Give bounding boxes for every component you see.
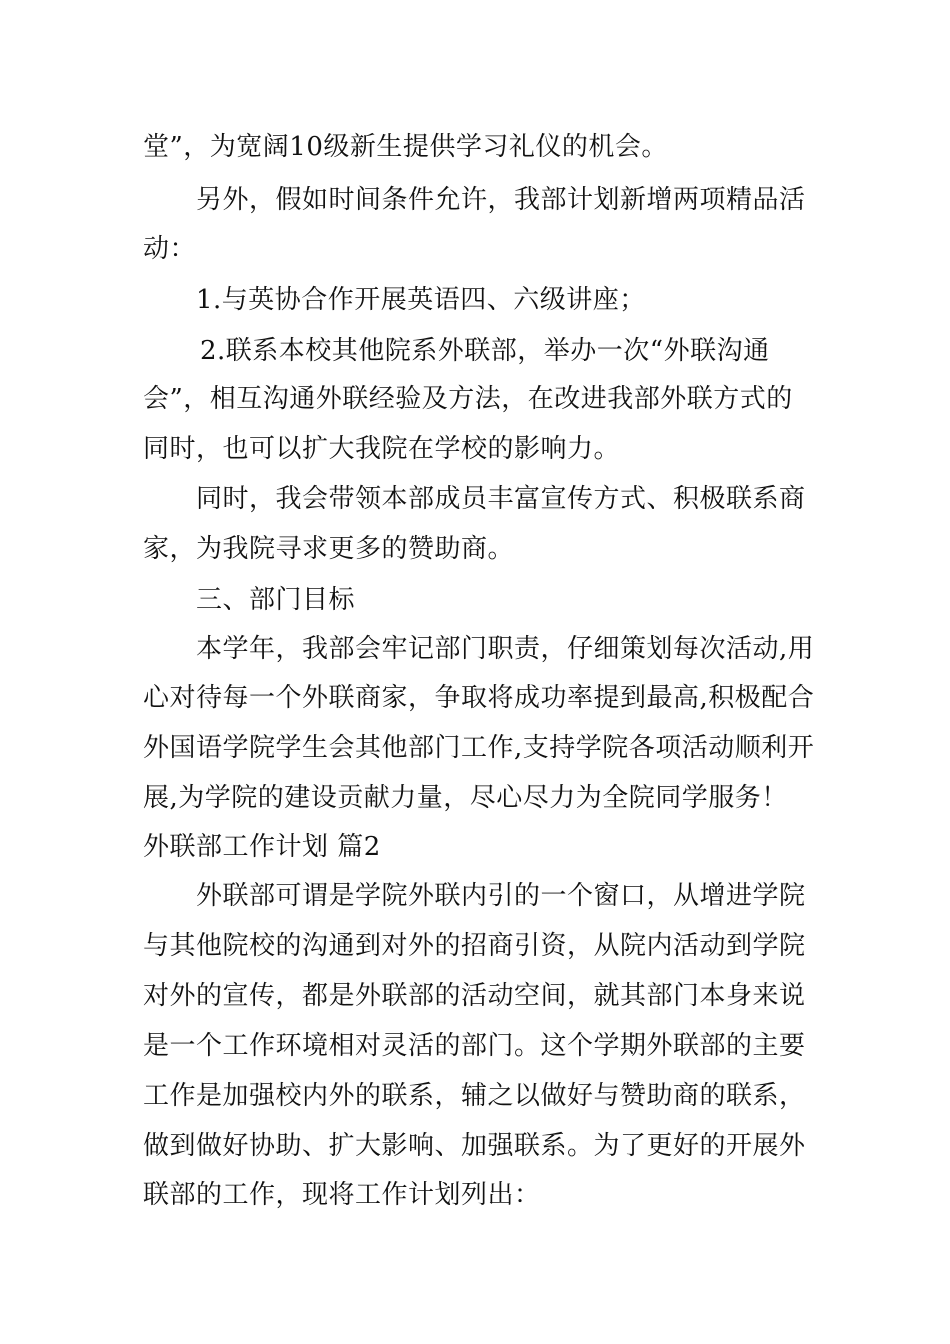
text-line: 同时，我会带领本部成员丰富宣传方式、积极联系商: [196, 484, 806, 514]
text-line: 与其他院校的沟通到对外的招商引资，从院内活动到学院: [143, 931, 806, 961]
text-line: 对外的宣传，都是外联部的活动空间，就其部门本身来说: [143, 981, 806, 1011]
section-title: 外联部工作计划 篇2: [143, 832, 381, 862]
text-line: 展,为学院的建设贡献力量，尽心尽力为全院同学服务！: [143, 783, 788, 813]
text-line: 外国语学院学生会其他部门工作,支持学院各项活动顺利开: [143, 733, 815, 763]
text-line: 工作是加强校内外的联系，辅之以做好与赞助商的联系，: [143, 1081, 806, 1111]
text-line: 同时，也可以扩大我院在学校的影响力。: [143, 434, 621, 464]
text-line: 做到做好协助、扩大影响、加强联系。为了更好的开展外: [143, 1131, 806, 1161]
text-line: 心对待每一个外联商家，争取将成功率提到最高,积极配合: [143, 683, 815, 713]
text-line: 是一个工作环境相对灵活的部门。这个学期外联部的主要: [143, 1031, 806, 1061]
list-item: 1.与英协合作开展英语四、六级讲座；: [196, 285, 646, 315]
text-line: 联部的工作，现将工作计划列出：: [143, 1180, 541, 1210]
text-line: 外联部可谓是学院外联内引的一个窗口，从增进学院: [196, 881, 806, 911]
text-line: 动：: [143, 234, 197, 264]
text-line: 堂”，为宽阔10级新生提供学习礼仪的机会。: [143, 132, 668, 162]
section-heading: 三、部门目标: [196, 585, 356, 615]
text-line: 家，为我院寻求更多的赞助商。: [143, 534, 515, 564]
text-line: 会”，相互沟通外联经验及方法，在改进我部外联方式的: [143, 384, 793, 414]
text-line: 另外，假如时间条件允许，我部计划新增两项精品活: [196, 185, 806, 215]
text-line: 本学年，我部会牢记部门职责，仔细策划每次活动,用: [196, 634, 815, 664]
list-item: 2.联系本校其他院系外联部，举办一次“外联沟通: [200, 336, 770, 366]
